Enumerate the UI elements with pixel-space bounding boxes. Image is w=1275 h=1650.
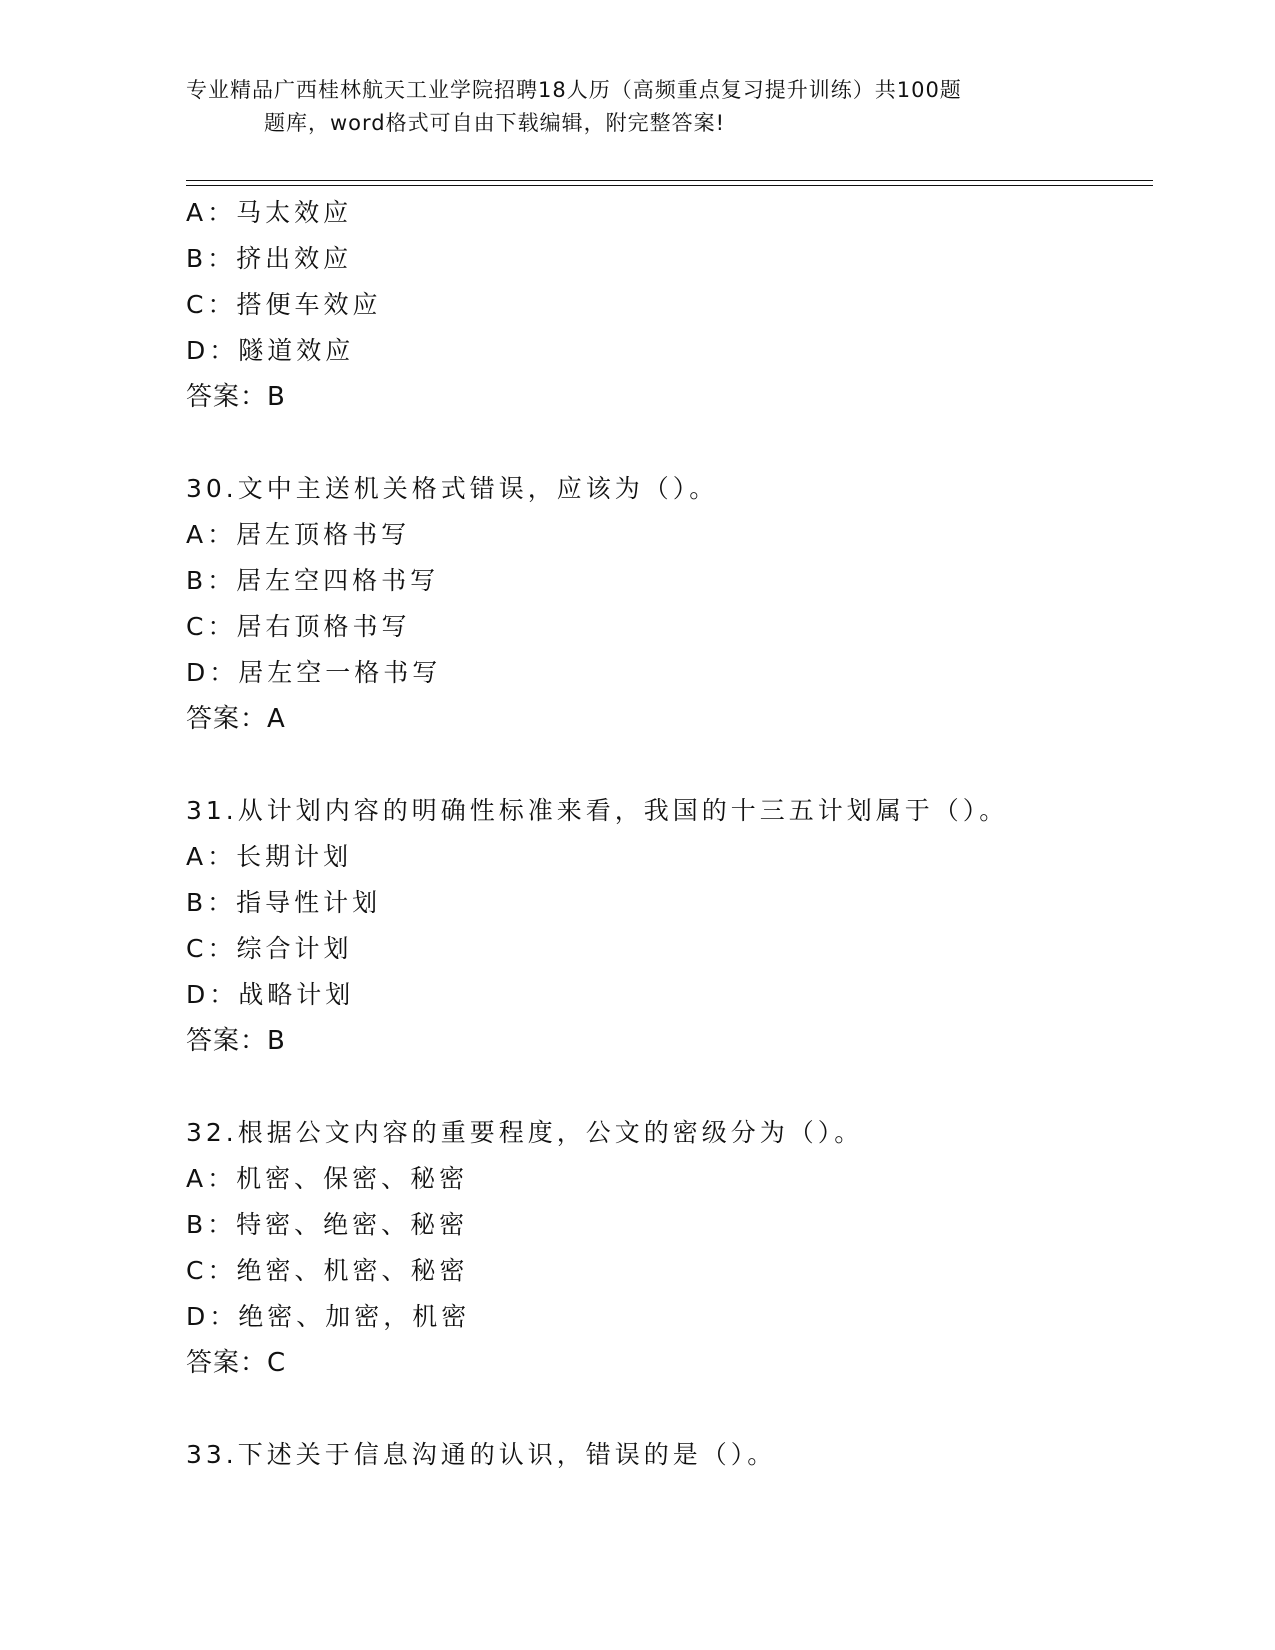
question-text: 31.从计划内容的明确性标准来看，我国的十三五计划属于（）。 bbox=[186, 796, 1009, 825]
answer-line: 答案：A bbox=[186, 704, 286, 734]
question-text: 33.下述关于信息沟通的认识，错误的是（）。 bbox=[186, 1440, 777, 1469]
question-block bbox=[186, 190, 1146, 420]
question-text: 32.根据公文内容的重要程度，公文的密级分为（）。 bbox=[186, 1118, 864, 1147]
question-block bbox=[186, 1432, 1146, 1478]
option-a: A：居左顶格书写 bbox=[186, 520, 411, 549]
option-d: D：隧道效应 bbox=[186, 336, 355, 365]
header-title-line1: 专业精品广西桂林航天工业学院招聘18人历（高频重点复习提升训练）共100题 bbox=[186, 78, 962, 102]
option-b: B：居左空四格书写 bbox=[186, 566, 440, 595]
spacer bbox=[186, 1386, 1146, 1432]
option-d: D：绝密、加密，机密 bbox=[186, 1302, 471, 1331]
question-block bbox=[186, 466, 1146, 742]
question-list bbox=[186, 190, 1146, 1478]
option-a: A：马太效应 bbox=[186, 198, 353, 227]
option-c: C：居右顶格书写 bbox=[186, 612, 411, 641]
option-c: C：搭便车效应 bbox=[186, 290, 382, 319]
question-block bbox=[186, 1110, 1146, 1386]
spacer bbox=[186, 742, 1146, 788]
question-text: 30.文中主送机关格式错误，应该为（）。 bbox=[186, 474, 719, 503]
answer-line: 答案：B bbox=[186, 382, 286, 412]
option-c: C：综合计划 bbox=[186, 934, 353, 963]
option-d: D：居左空一格书写 bbox=[186, 658, 442, 687]
answer-line: 答案：C bbox=[186, 1348, 287, 1378]
option-c: C：绝密、机密、秘密 bbox=[186, 1256, 469, 1285]
option-a: A：长期计划 bbox=[186, 842, 353, 871]
option-b: B：挤出效应 bbox=[186, 244, 353, 273]
spacer bbox=[186, 420, 1146, 466]
spacer bbox=[186, 1064, 1146, 1110]
option-b: B：指导性计划 bbox=[186, 888, 382, 917]
question-block bbox=[186, 788, 1146, 1064]
header-title-line2: 题库，word格式可自由下载编辑，附完整答案! bbox=[264, 111, 726, 135]
header-rule-bottom bbox=[186, 185, 1153, 186]
option-d: D：战略计划 bbox=[186, 980, 355, 1009]
answer-line: 答案：B bbox=[186, 1026, 286, 1056]
option-a: A：机密、保密、秘密 bbox=[186, 1164, 469, 1193]
header-rule-top bbox=[186, 180, 1153, 181]
option-b: B：特密、绝密、秘密 bbox=[186, 1210, 469, 1239]
document-header bbox=[186, 74, 1086, 140]
